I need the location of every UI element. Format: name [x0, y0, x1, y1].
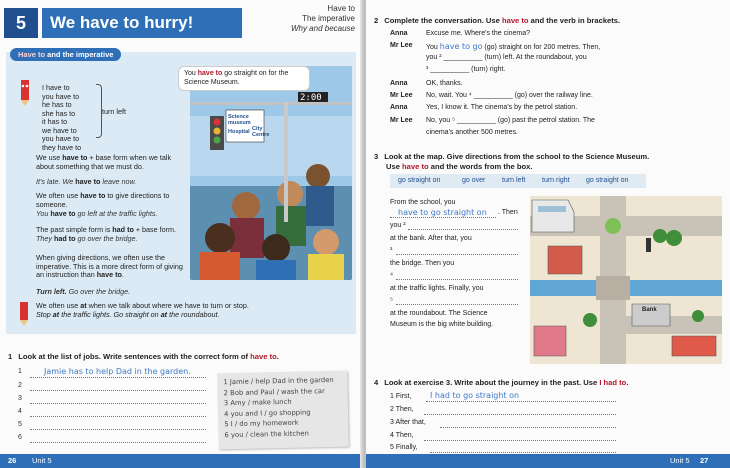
- answer-line[interactable]: [30, 390, 206, 391]
- note-keyword: at: [160, 309, 168, 319]
- exercise-1-title: [8, 352, 279, 361]
- item-number: 3: [18, 395, 22, 402]
- bank-label: Bank: [642, 307, 657, 313]
- have-to-conjugation: [42, 84, 81, 152]
- instruction-text: .: [626, 378, 629, 387]
- example-answer: have to go: [439, 42, 483, 51]
- example-text: leave now.: [100, 177, 137, 186]
- exercise-3-text: the bridge. Then you: [390, 260, 455, 267]
- speaker: Anna: [390, 30, 408, 37]
- instruction-keyword: have to: [402, 162, 429, 171]
- instruction-text: Look at the map. Give directions from the school to the Science Museum.: [384, 152, 650, 161]
- pronoun-row: you have to: [42, 91, 80, 101]
- rule-text: When giving directions, we often use the imperative. This is a more direct form of giving an instruction than: [36, 253, 183, 280]
- answer-line[interactable]: [408, 229, 518, 230]
- answer-line[interactable]: [424, 440, 616, 441]
- example-answer: have to go straight on: [398, 208, 487, 217]
- note-text: Stop: [36, 309, 53, 319]
- job-item: 3 Amy / make lunch: [223, 398, 292, 408]
- exercise-3-text: ⁵: [390, 297, 393, 304]
- answer-line[interactable]: [396, 279, 518, 280]
- left-page: [0, 0, 363, 468]
- exercise-3-text: at the traffic lights. Finally, you: [390, 285, 484, 292]
- sentence-start: 5 Finally,: [390, 444, 418, 451]
- exercise-3-title: [374, 152, 694, 172]
- instruction-text: Use: [386, 162, 403, 171]
- utterance: OK, thanks.: [426, 80, 463, 87]
- example-directions: [36, 210, 190, 219]
- rule-keyword: have to: [96, 270, 122, 280]
- grammar-box: [6, 52, 356, 334]
- pronoun-row: he has to: [42, 100, 72, 109]
- example-past: [36, 235, 186, 244]
- exercise-3-text: at the roundabout. The Science: [390, 310, 488, 317]
- exercise-2-title: [374, 16, 620, 25]
- example-imperative: [36, 288, 186, 297]
- exercise-3-text: ⁴: [390, 272, 394, 279]
- speaker: Anna: [390, 104, 408, 111]
- exercise-3-text: you ²: [390, 222, 406, 229]
- pencil-mascot-icon: [16, 78, 34, 106]
- exercise-number: 3: [374, 152, 379, 161]
- topic-have-to: Have to: [327, 4, 355, 13]
- town-map: [530, 196, 722, 364]
- rule-text: + base form when we talk about something that we must do.: [36, 153, 172, 171]
- exercise-number: 2: [374, 16, 379, 25]
- answer-line[interactable]: [390, 217, 496, 218]
- utterance: Excuse me. Where's the cinema?: [426, 30, 531, 37]
- grammar-tag: [10, 48, 121, 61]
- example-keyword: Turn left.: [36, 287, 67, 296]
- word-chip: go straight on: [586, 177, 629, 184]
- rule-text: to give directions to someone.: [36, 191, 170, 209]
- pronoun-row: they have to: [42, 142, 82, 152]
- instruction-keyword: have to: [250, 352, 277, 361]
- item-number: 6: [18, 434, 22, 441]
- item-number: 5: [18, 421, 22, 428]
- jobs-list-note: [217, 371, 349, 450]
- exercise-3-text: Museum is the big white building.: [390, 321, 494, 328]
- note-text: the roundabout.: [167, 309, 220, 319]
- town-map-image: [530, 196, 722, 364]
- item-number: 1: [18, 368, 22, 375]
- exercise-3-text: . Then: [498, 209, 518, 216]
- note-example: [36, 311, 249, 320]
- sign-text: Hospital: [228, 129, 250, 135]
- example-text: go left at the traffic lights.: [75, 209, 158, 218]
- pronoun-row: I have to: [42, 83, 70, 92]
- word-chip: turn left: [502, 177, 526, 184]
- utterance: ³ __________ (turn) right.: [426, 66, 506, 73]
- answer-line[interactable]: [424, 414, 616, 415]
- rule-text: We use: [36, 153, 63, 162]
- job-item: 1 Jamie / help Dad in the garden: [223, 375, 334, 387]
- lesson-topics: [291, 4, 355, 34]
- exercise-3-text: at the bank. After that, you: [390, 235, 472, 242]
- note-text: We often use: [36, 301, 81, 310]
- example-text: Go over the bridge.: [66, 287, 131, 296]
- pronoun-row: we have to: [42, 125, 77, 135]
- rule-text: + base form.: [133, 225, 177, 234]
- example-text: go over the bridge.: [75, 234, 138, 243]
- pronoun-row: it has to: [42, 117, 68, 126]
- answer-line[interactable]: [426, 401, 616, 402]
- instruction-text: Complete the conversation. Use: [384, 16, 502, 25]
- right-page: [366, 0, 730, 468]
- footer-unit: Unit 5: [670, 456, 690, 465]
- example-have-to: [36, 178, 186, 187]
- road-sign: [228, 114, 270, 138]
- rule-directions: [36, 192, 186, 209]
- job-item: 6 you / clean the kitchen: [224, 429, 309, 440]
- job-item: 5 I / do my homework: [224, 419, 299, 429]
- example-text: You: [36, 209, 51, 218]
- turn-left-text: turn left: [102, 107, 126, 116]
- instruction-keyword: I had to: [599, 378, 627, 387]
- utterance: No, you ⁵ __________ (go) past the petrol station. The: [426, 117, 595, 124]
- speaker: Anna: [390, 80, 408, 87]
- utterance: [426, 42, 600, 51]
- speech-keyword: have to: [197, 70, 223, 77]
- rule-keyword: had to: [112, 225, 134, 234]
- sign-text: museum: [228, 120, 251, 126]
- example-answer: I had to go straight on: [430, 391, 520, 400]
- example-text: They: [36, 234, 54, 243]
- example-answer: Jamie has to help Dad in the garden.: [44, 367, 191, 376]
- sign-text: City: [252, 126, 263, 132]
- example-keyword: have to: [50, 209, 76, 218]
- at-note: [36, 302, 249, 319]
- footer-unit: Unit 5: [32, 456, 52, 465]
- utterance: Yes, I know it. The cinema's by the petrol station.: [426, 104, 578, 111]
- page-number: 27: [700, 456, 709, 465]
- sign-text: Centre: [252, 132, 270, 138]
- speaker: Mr Lee: [390, 117, 413, 124]
- exercise-3-text: ³: [390, 247, 393, 254]
- rule-keyword: have to: [62, 153, 88, 162]
- speaker: Mr Lee: [390, 42, 413, 49]
- instruction-text: Look at the list of jobs. Write sentences with the correct form of: [18, 352, 251, 361]
- rule-text: We often use: [36, 191, 81, 200]
- note-text: the traffic lights. Go straight on: [59, 309, 161, 319]
- instruction-keyword: have to: [501, 16, 529, 25]
- note-keyword: at: [52, 309, 60, 319]
- word-chip: turn right: [542, 177, 570, 184]
- instruction-text: .: [276, 352, 279, 361]
- answer-line[interactable]: [30, 429, 206, 430]
- bus-scene-image: [190, 66, 352, 280]
- instruction-text: and the verb in brackets.: [528, 16, 621, 25]
- answer-line[interactable]: [430, 452, 616, 453]
- rule-imperative: [36, 254, 188, 280]
- instruction-text: and the words from the box.: [428, 162, 533, 171]
- sentence-start: 3 After that,: [390, 419, 426, 426]
- sentence-start: 4 Then,: [390, 432, 414, 439]
- grammar-tag-have-to: Have to: [18, 50, 46, 59]
- word-box: [390, 174, 646, 188]
- answer-line[interactable]: [440, 427, 616, 428]
- topic-imperative: The imperative: [302, 14, 355, 23]
- exercise-4-title: [374, 378, 628, 387]
- sentence-start: 1 First,: [390, 393, 412, 400]
- item-number: 4: [18, 408, 22, 415]
- answer-line[interactable]: [396, 254, 518, 255]
- grammar-tag-rest: and the imperative: [45, 50, 114, 59]
- sign-text: Science: [228, 114, 249, 120]
- rule-keyword: have to: [80, 191, 106, 200]
- utterance-text: (go) straight on for 200 metres. Then,: [482, 44, 601, 51]
- page-number: 26: [8, 456, 17, 465]
- topic-why-because: Why and because: [290, 24, 355, 33]
- rule-text: .: [121, 270, 124, 280]
- exercise-number: 4: [374, 378, 379, 387]
- unit-number-badge: 5: [4, 8, 38, 38]
- utterance: you ² __________ (turn) left. At the roundabout, you: [426, 54, 587, 61]
- speech-text: You: [184, 70, 198, 77]
- page-title: We have to hurry!: [42, 8, 242, 38]
- job-item: 2 Bob and Paul / wash the car: [223, 386, 325, 397]
- footer-bar: [0, 454, 363, 468]
- note-keyword: at: [80, 301, 87, 310]
- note-text: when we talk about where we have to turn or stop.: [86, 301, 249, 310]
- utterance-text: You: [426, 44, 440, 51]
- answer-line[interactable]: [30, 442, 206, 443]
- instruction-text: Look at exercise 3. Write about the journey in the past. Use: [384, 378, 600, 387]
- pronoun-row: she has to: [42, 108, 76, 118]
- item-number: 2: [18, 382, 22, 389]
- answer-line[interactable]: [30, 377, 206, 378]
- utterance: No, wait. You ⁴ __________ (go) over the railway line.: [426, 92, 593, 99]
- answer-line[interactable]: [30, 416, 206, 417]
- exercise-number: 1: [8, 352, 13, 361]
- speech-text: go straight on for the Science Museum.: [184, 70, 289, 86]
- pencil-mascot-icon: [16, 300, 32, 326]
- example-text: It's late. We: [36, 177, 76, 186]
- utterance: cinema's another 500 metres.: [426, 129, 518, 136]
- exercise-3-text: From the school, you: [390, 199, 456, 206]
- answer-line[interactable]: [30, 403, 206, 404]
- job-item: 4 you and I / go shopping: [223, 408, 311, 419]
- sentence-start: 2 Then,: [390, 406, 414, 413]
- rule-text: The past simple form is: [36, 225, 113, 234]
- pronoun-row: you have to: [42, 134, 80, 143]
- speaker: Mr Lee: [390, 92, 413, 99]
- bus-illustration: [190, 66, 352, 280]
- example-keyword: have to: [75, 177, 101, 186]
- word-chip: go over: [462, 177, 486, 184]
- speech-bubble: [178, 66, 310, 91]
- bus-clock: 2:00: [300, 93, 322, 103]
- word-chip: go straight on: [398, 177, 441, 184]
- example-keyword: had to: [53, 234, 76, 243]
- answer-line[interactable]: [396, 304, 518, 305]
- rule-have-to: [36, 154, 186, 171]
